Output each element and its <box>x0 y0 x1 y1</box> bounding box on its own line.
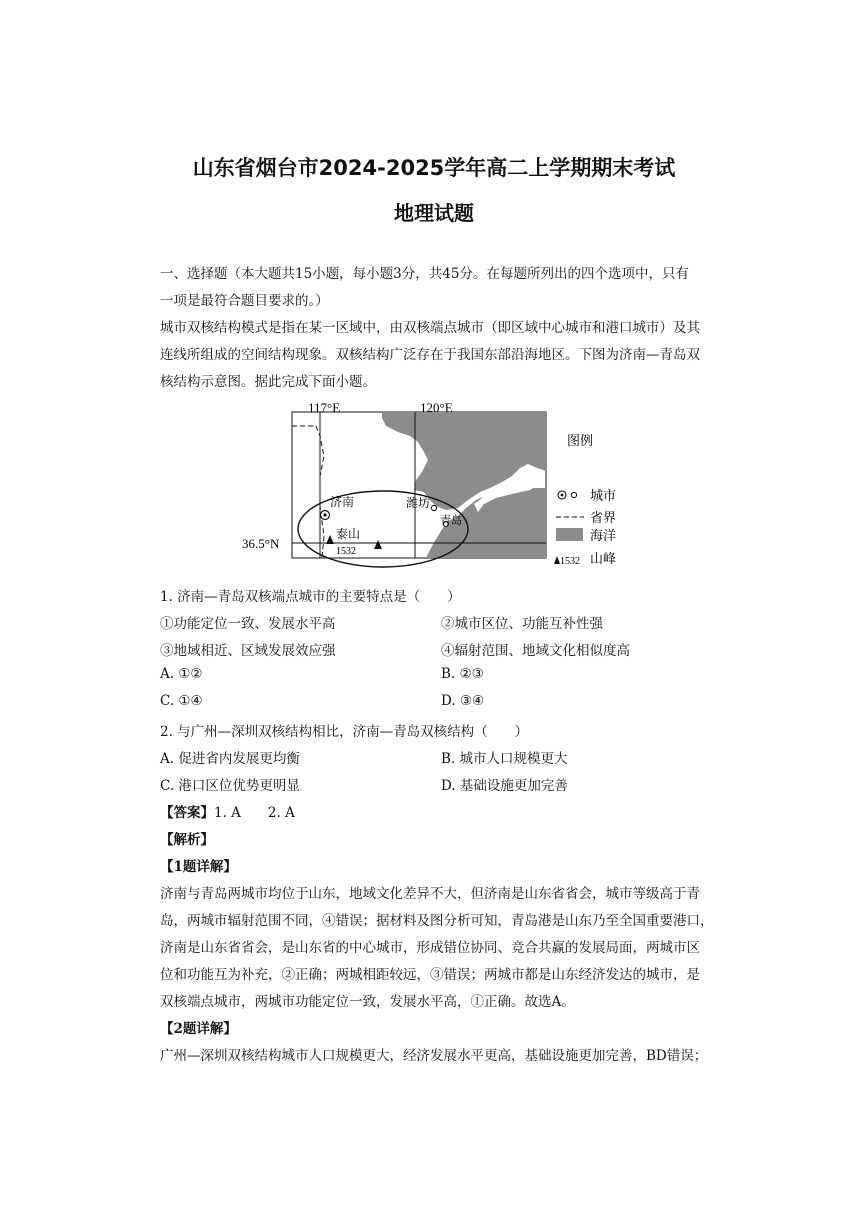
legend-city-label: 城市 <box>590 489 617 504</box>
q1-option-a: A. ①② <box>160 666 203 682</box>
q1-statement-3: ③地域相近、区域发展效应强 <box>160 643 336 659</box>
detail2-label: 【2题详解】 <box>160 1021 237 1037</box>
legend-boundary-label: 省界 <box>590 511 617 526</box>
detail1-line4: 位和功能互为补充，②正确；两城相距较远，③错误；两城市都是山东经济发达的城市，是 <box>160 967 700 983</box>
q2-option-a: A. 促进省内发展更均衡 <box>160 751 300 767</box>
answer-text: 1. A 2. A <box>214 805 295 821</box>
section-header-line1: 一、选择题（本大题共15小题，每小题3分，共45分。在每题所列出的四个选项中，只有 <box>160 266 689 282</box>
q1-option-b: B. ②③ <box>441 666 484 682</box>
legend-ocean-label: 海洋 <box>590 529 617 544</box>
city-weifang-marker <box>431 505 436 510</box>
q2-option-c: C. 港口区位优势更明显 <box>160 778 300 794</box>
page-subtitle: 地理试题 <box>394 201 474 225</box>
label-jinan: 济南 <box>330 495 355 509</box>
section-header-line2: 一项是最符合题目要求的。） <box>160 293 329 309</box>
passage-line3: 核结构示意图。据此完成下面小题。 <box>160 374 376 390</box>
legend-peak-value: 1532 <box>560 556 580 567</box>
passage-line1: 城市双核结构模式是指在某一区域中，由双核端点城市（即区域中心城市和港口城市）及其 <box>160 320 700 336</box>
q2-option-b: B. 城市人口规模更大 <box>441 751 568 767</box>
label-weifang: 潍坊 <box>406 496 431 510</box>
q2-stem: 2. 与广州—深圳双核结构相比，济南—青岛双核结构（ ） <box>160 724 529 740</box>
label-lat: 36.5°N <box>242 536 280 551</box>
q1-option-c: C. ①④ <box>160 693 203 709</box>
q1-option-d: D. ③④ <box>441 693 485 709</box>
detail1-line3: 济南是山东省省会，是山东省的中心城市，形成错位协同、竞合共赢的发展局面，两城市区 <box>160 940 700 956</box>
shuanghe-structure-map <box>240 396 640 571</box>
detail2-line1: 广州—深圳双核结构城市人口规模更大，经济发展水平更高，基础设施更加完善，BD错误； <box>160 1048 708 1064</box>
page-title: 山东省烟台市2024-2025学年高二上学期期末考试 <box>192 156 676 180</box>
label-120e: 120°E <box>420 400 453 415</box>
analysis-label: 【解析】 <box>160 832 214 848</box>
detail1-line2: 岛，两城市辐射范围不同，④错误；据材料及图分析可知，青岛港是山东乃至全国重要港口， <box>160 913 714 929</box>
label-elevation: 1532 <box>336 546 356 557</box>
label-taishan: 泰山 <box>336 527 361 541</box>
detail1-label: 【1题详解】 <box>160 859 237 875</box>
label-117e: 117°E <box>308 400 341 415</box>
legend-ocean-icon <box>556 528 583 541</box>
detail1-line5: 双核端点城市，两城市功能定位一致，发展水平高，①正确。故选A。 <box>160 994 575 1010</box>
label-qingdao: 青岛 <box>440 514 462 527</box>
answer-label: 【答案】 <box>160 805 214 821</box>
q1-statement-4: ④辐射范围、地域文化相似度高 <box>441 643 630 659</box>
q1-statement-1: ①功能定位一致、发展水平高 <box>160 616 336 632</box>
q1-stem: 1. 济南—青岛双核端点城市的主要特点是（ ） <box>160 589 461 605</box>
q1-statement-2: ②城市区位、功能互补性强 <box>441 616 603 632</box>
legend-peak-label: 山峰 <box>590 552 617 567</box>
q2-option-d: D. 基础设施更加完善 <box>441 778 568 794</box>
answer-line <box>160 801 295 821</box>
legend-title: 图例 <box>567 434 594 449</box>
detail1-line1: 济南与青岛两城市均位于山东，地域文化差异不大，但济南是山东省省会，城市等级高于青 <box>160 886 700 902</box>
passage-line2: 连线所组成的空间结构现象。双核结构广泛存在于我国东部沿海地区。下图为济南—青岛双 <box>160 347 700 363</box>
